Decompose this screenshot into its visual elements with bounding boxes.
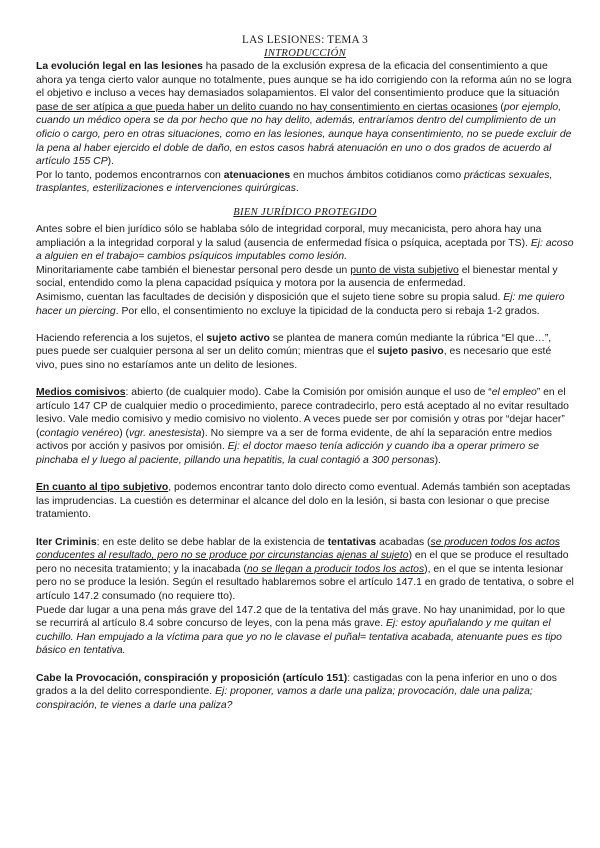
body-text: ). xyxy=(107,156,114,168)
section-heading-introduccion: INTRODUCCIÓN xyxy=(264,48,346,59)
bold-text: sujeto pasivo xyxy=(377,346,444,358)
paragraph-atenuaciones xyxy=(36,169,574,196)
paragraph-facultades xyxy=(36,291,574,318)
paragraph-provocacion xyxy=(36,672,574,713)
italic-text: Ej: acoso a alguien en el trabajo= cambios psíquicos imputables como lesión. xyxy=(36,237,574,263)
paragraph-iter-criminis xyxy=(36,536,574,604)
document-title: LAS LESIONES: TEMA 3 xyxy=(242,34,368,46)
italic-text: Ej: estoy apuñalando y me quitan el cuchillo. Han empujado a la víctima para que yo no le clavase el puñal= tentativa acabada, atenuante pues es tipo básico en tentativa. xyxy=(36,618,562,657)
paragraph-sujetos xyxy=(36,332,574,373)
body-text: Puede dar lugar a una pena más grave del 147.2 que de la tentativa del más grave. No hay unanimidad, por lo que se recurrirá al artículo 8.4 sobre concurso de leyes, con la pena más grave. xyxy=(36,604,566,630)
body-text: ), en el que se intenta lesionar pero no se produce la lesión. Según el resultado hablaremos sobre el artículo 147.1 en grado de tentativa, o sobre el artículo 147.2 consumado (no requiere tto). xyxy=(36,563,574,602)
paragraph-evolucion-legal xyxy=(36,60,574,169)
body-text: Asimismo, cuentan las facultades de decisión y disposición que el sujeto tiene sobre su propia salud. xyxy=(36,291,504,303)
paragraph-gap xyxy=(36,468,574,482)
underlined-text: punto de vista subjetivo xyxy=(350,264,459,276)
paragraph-gap xyxy=(36,318,574,332)
section-heading-bien-juridico: BIEN JURÍDICO PROTEGIDO xyxy=(233,206,377,218)
italic-text: Ej: proponer, vamos a darle una paliza; provocación, dale una paliza; conspiración, te vienes a darle una paliza? xyxy=(36,686,533,711)
body-text: Minoritariamente cabe también el bienestar personal pero desde un xyxy=(36,264,351,276)
body-text: acabadas ( xyxy=(376,536,431,548)
paragraph-pena-mas-grave xyxy=(36,604,574,658)
body-text: , podemos encontrar tanto dolo directo como eventual. Además también son aceptadas las imprudencias. La cuestión es determinar el alcance del dolo en la lesión, si basta con lesionar o que precise tratamiento. xyxy=(36,482,571,521)
bold-text: Cabe la Provocación, conspiración y proposición (artículo 151) xyxy=(36,672,348,684)
body-text: ( xyxy=(497,101,504,113)
body-text: ) ( xyxy=(119,427,130,439)
bold-underlined-text: En cuanto al tipo subjetivo xyxy=(36,482,169,494)
body-text: se plantea de manera común mediante la rúbrica “El que…”, pues puede ser cualquier persona al ser un delito común; mientras que el xyxy=(36,332,552,358)
paragraph-medios-comisivos xyxy=(36,386,574,468)
body-text: Haciendo referencia a los sujetos, el xyxy=(36,332,207,344)
underlined-text: pase de ser atípica a que pueda haber un delito cuando no hay consentimiento en ciertas ocasiones xyxy=(36,101,498,113)
body-text: en muchos ámbitos cotidianos como xyxy=(290,169,464,181)
body-text: ) en el que se produce el resultado pero no necesita tratamiento; y la inacabada ( xyxy=(36,550,569,575)
body-text: ). xyxy=(434,455,441,467)
body-text: ” en el artículo 147 CP de cualquier medio o procedimiento, parece contradecirlo, pero está aceptado al no evitar resultado lesivo. Vale medio comisivo y medio comisivo no violento. A veces puede ser por comisión y otras por “dejar hacer” ( xyxy=(36,387,569,439)
body-text: : abierto (de cualquier modo). Cabe la Comisión por omisión aunque el uso de “ xyxy=(125,387,492,399)
bold-text: atenuaciones xyxy=(223,169,291,181)
italic-text: prácticas sexuales, trasplantes, esterilizaciones e intervenciones quirúrgicas xyxy=(36,169,553,195)
italic-text: Ej: el doctor maeso tenía adicción y cuando iba a operar primero se pinchaba el y luego al paciente, pillando una hepatitis, la cual contagió a 300 personas xyxy=(36,441,540,467)
paragraph-gap xyxy=(36,522,574,536)
italic-underlined-text: no se llegan a producir todos los actos xyxy=(246,563,425,575)
body-text: Antes sobre el bien jurídico sólo se hablaba sólo de integridad corporal, muy mecanicista, pero ahora hay una ampliación a la integridad corporal y la salud (ausencia de enfermedad física o psíquica, aceptada por TS). xyxy=(36,223,542,249)
body-text: : castigadas con la pena inferior en uno o dos grados a la del delito correspondiente. xyxy=(36,672,557,698)
paragraph-gap xyxy=(36,658,574,672)
italic-text: por ejemplo, cuando un médico opera se da por hecho que no hay delito, además, entraríamos dentro del cumplimiento de un oficio o cargo, pero en otras situaciones, como en las lesiones, aunque haya consentimiento, no se puede excluir de la pena al haber ejercido el doble de daño, en estos casos habrá atenuación en uno o dos grados de acuerdo al artículo 155 CP xyxy=(36,101,572,168)
italic-text: el empleo xyxy=(491,387,537,399)
body-text: . Por ello, el consentimiento no excluye la tipicidad de la conducta pero si rebaja 1-2 grados. xyxy=(115,305,540,317)
paragraph-bien-juridico xyxy=(36,223,574,264)
bold-underlined-text: Medios comisivos xyxy=(36,387,126,399)
body-text: : en este delito se debe hablar de la existencia de xyxy=(96,536,328,548)
body-text: , es necesario que esté vivo, pues sino no estaríamos ante un delito de lesiones. xyxy=(36,346,552,371)
body-text: ha pasado de la exclusión expresa de la eficacia del consentimiento a que ahora ya tenga cierto valor aunque no totalmente, pues aunque se ha ido corrigiendo con la reforma aún no se logra el objetivo e incluso a veces hay demasiados solapamientos. El valor del consentimiento produce que la situación xyxy=(36,61,572,100)
italic-text: vgr. anestesista xyxy=(129,427,202,439)
paragraph-bienestar-personal xyxy=(36,264,574,291)
bold-text: sujeto activo xyxy=(206,332,270,344)
bold-text: tentativas xyxy=(327,536,377,548)
italic-text: contagio venéreo xyxy=(39,427,120,439)
paragraph-tipo-subjetivo xyxy=(36,481,574,522)
body-text: el bienestar mental y social, entendido como la plena capacidad psíquica y motora por la ausencia de enfermedad. xyxy=(36,264,558,290)
body-text: . xyxy=(295,183,299,195)
paragraph-gap xyxy=(36,372,574,386)
italic-text: Ej: me quiero hacer un piercing xyxy=(36,291,565,317)
bold-text: Iter Criminis xyxy=(36,536,97,548)
italic-underlined-text: se producen todos los actos conducentes al resultado, pero no se produce por circunstancias ajenas al sujeto xyxy=(36,536,560,562)
body-text: Por lo tanto, podemos encontrarnos con xyxy=(36,169,224,181)
bold-text: La evolución legal en las lesiones xyxy=(36,61,203,72)
body-text: ). No siempre va a ser de forma evidente, de ahí la separación entre medios activos por acción y pasivos por omisión. xyxy=(36,427,552,453)
